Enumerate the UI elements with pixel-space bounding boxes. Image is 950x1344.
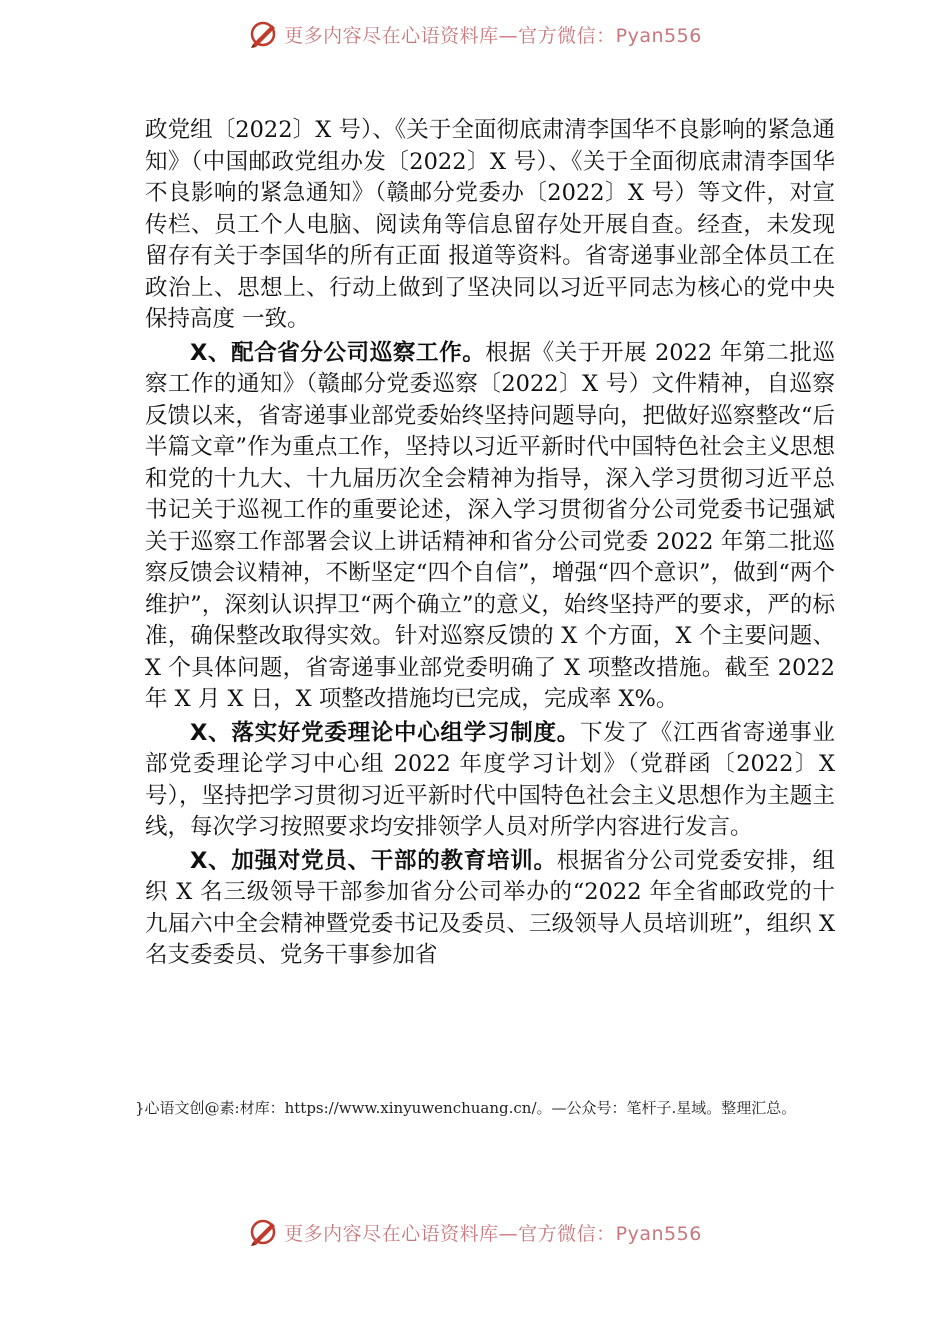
paragraph-1 — [145, 115, 835, 336]
paragraph-heading: X、加强对党员、干部的教育培训。 — [190, 847, 557, 874]
footer-banner — [0, 1212, 950, 1252]
banner-text: 更多内容尽在心语资料库—官方微信：Pyan556 — [284, 24, 702, 47]
source-footnote: }心语文创@素:材库：https://www.xinyuwenchuang.cn/。—公众号：笔杆子.星域。整理汇总。 — [135, 1099, 797, 1117]
header-banner — [0, 14, 950, 54]
pen-circle-logo-icon — [248, 19, 278, 49]
banner-text: 更多内容尽在心语资料库—官方微信：Pyan556 — [284, 1222, 702, 1245]
paragraph-text: 根据省分公司党委安排，组织 X 名三级领导干部参加省分公司举办的“2022 年全省邮政党的十九届六中全会精神暨党委书记及委员、三级领导人员培训班”，组织 X 名支委委员、党务干事参加省 — [145, 847, 835, 968]
pen-circle-logo-icon — [248, 1217, 278, 1247]
document-body — [145, 115, 835, 972]
paragraph-text: 政党组〔2022〕X 号）、《关于全面彻底肃清李国华不良影响的紧急通知》（中国邮政党组办发〔2022〕X 号）、《关于全面彻底肃清李国华不良影响的紧急通知》（赣邮分党委办〔2022〕X 号）等文件，对宣传栏、员工个人电脑、阅读角等信息留存处开展自查。经查，未发现留存有关于李国华的所有正面 报道等资料。省寄递事业部全体员工在政治上、思想上、行动上做到了坚决同以习近平同志为核心的党中央保持高度 一致。 — [145, 117, 835, 332]
paragraph-4 — [145, 846, 835, 972]
paragraph-3 — [145, 718, 835, 844]
paragraph-heading: X、配合省分公司巡察工作。 — [190, 339, 486, 366]
paragraph-text: 下发了《江西省寄递事业部党委理论学习中心组 2022 年度学习计划》（党群函〔2022〕X 号），坚持把学习贯彻习近平新时代中国特色社会主义思想作为主题主线，每次学习按照要求均安排领学人员对所学内容进行发言。 — [145, 719, 835, 840]
paragraph-2 — [145, 338, 835, 716]
paragraph-text: 根据《关于开展 2022 年第二批巡察工作的通知》（赣邮分党委巡察〔2022〕X 号）文件精神，自巡察反馈以来，省寄递事业部党委始终坚持问题导向，把做好巡察整改“后半篇文章”作为重点工作，坚持以习近平新时代中国特色社会主义思想和党的十九大、十九届历次全会精神为指导，深入学习贯彻习近平总书记关于巡视工作的重要论述，深入学习贯彻省分公司党委书记强斌关于巡察工作部署会议上讲话精神和省分公司党委 2022 年第二批巡察反馈会议精神，不断坚定“四个自信”，增强“四个意识”，做到“两个维护”，深刻认识捍卫“两个确立”的意义，始终坚持严的要求，严的标准，确保整改取得实效。针对巡察反馈的 X 个方面，X 个主要问题、X 个具体问题，省寄递事业部党委明确了 X 项整改措施。截至 2022 年 X 月 X 日，X 项整改措施均已完成，完成率 X%。 — [145, 339, 835, 712]
paragraph-heading: X、落实好党委理论中心组学习制度。 — [190, 719, 581, 746]
